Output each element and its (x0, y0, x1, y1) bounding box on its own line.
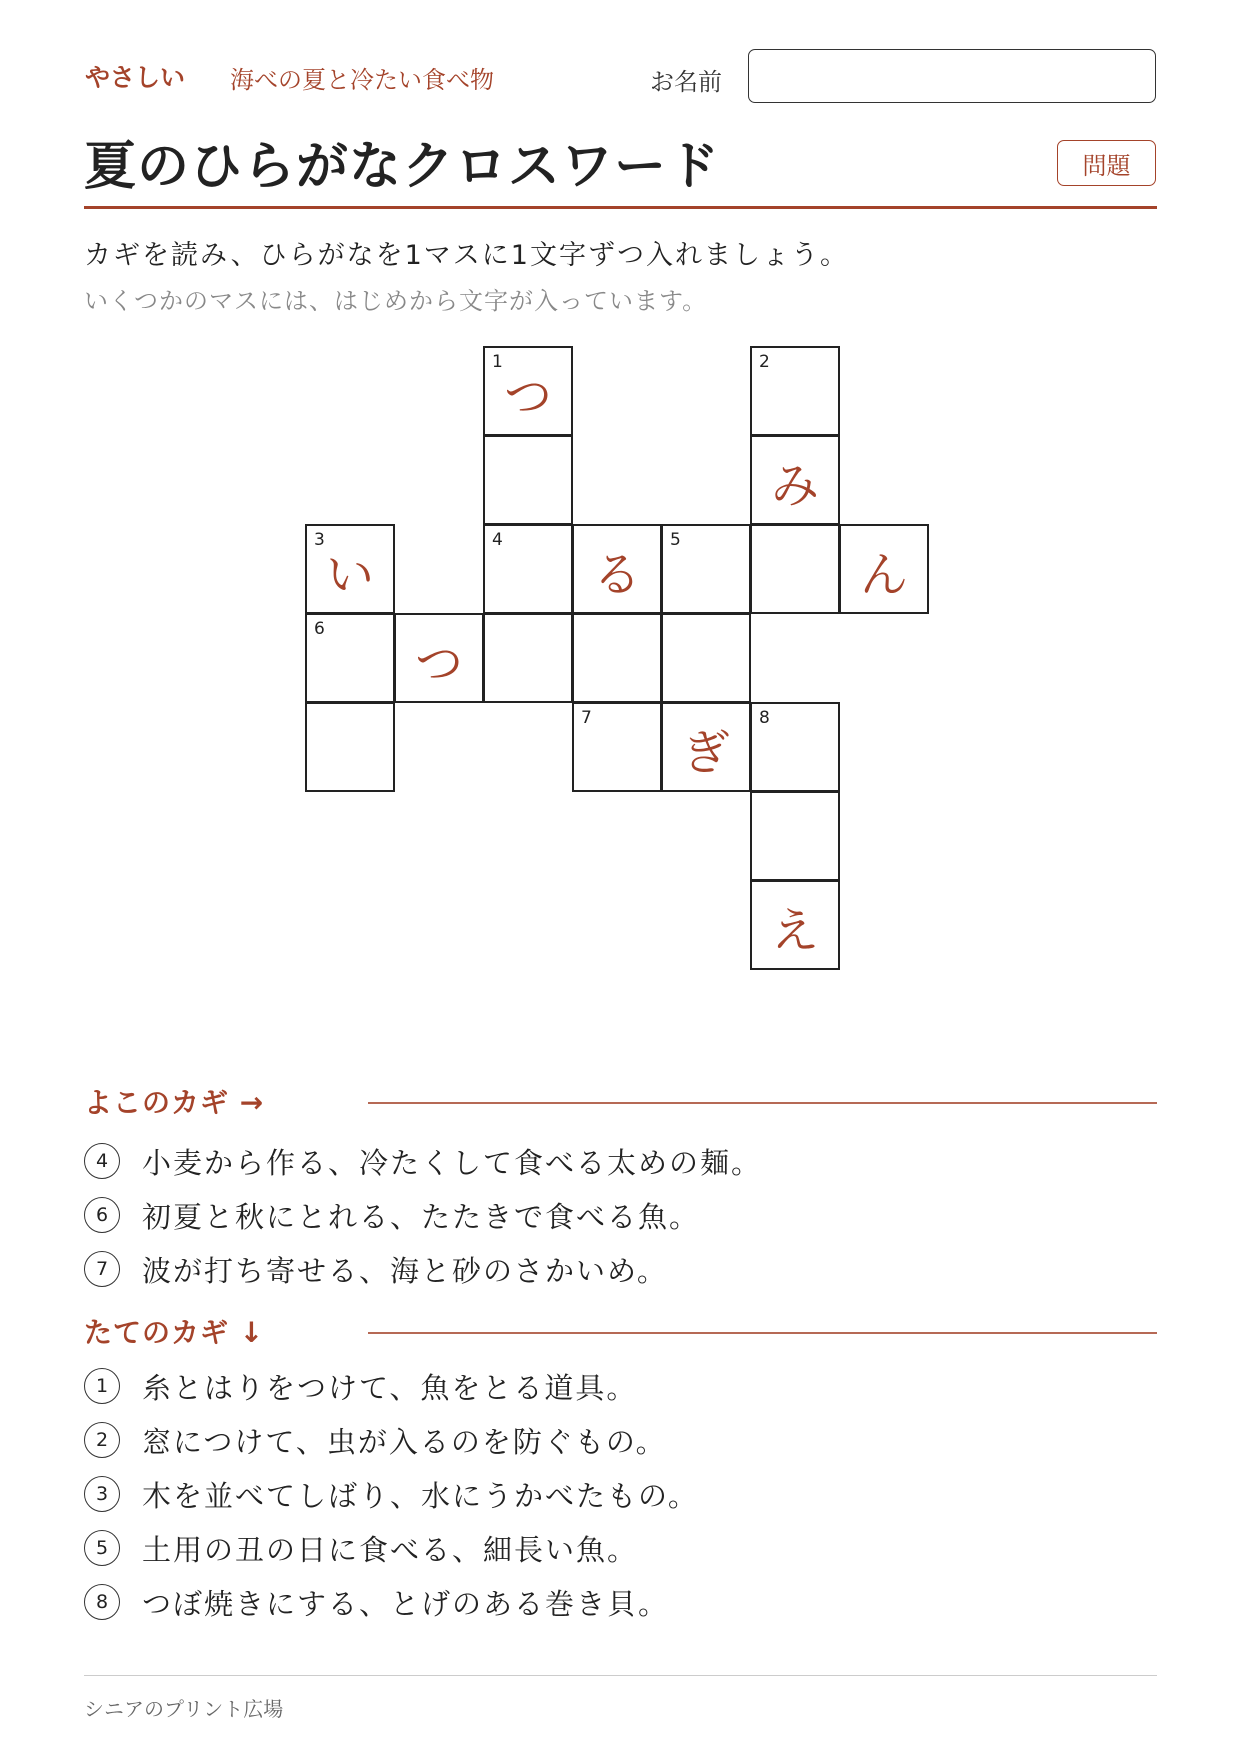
clue-across-7 (84, 1249, 668, 1289)
cell-number: 1 (492, 352, 503, 372)
clue-text: 波が打ち寄せる、海と砂のさかいめ。 (142, 1253, 668, 1288)
clue-number: 7 (84, 1251, 120, 1287)
grid-cell[interactable] (750, 791, 840, 881)
grid-cell[interactable] (661, 613, 751, 703)
grid-cell[interactable] (750, 702, 840, 792)
grid-cell[interactable] (750, 880, 840, 970)
cell-number: 5 (670, 530, 681, 550)
cell-number: 3 (314, 530, 325, 550)
prefilled-char: ん (859, 547, 908, 603)
cell-number: 6 (314, 619, 325, 639)
cell-number: 2 (759, 352, 770, 372)
prefilled-char: み (770, 458, 819, 514)
grid-cell[interactable] (483, 435, 573, 525)
footer-credit: シニアのプリント広場 (84, 1697, 284, 1721)
clue-down-1 (84, 1366, 637, 1406)
cell-number: 4 (492, 530, 503, 550)
grid-cell[interactable] (572, 613, 662, 703)
grid-cell[interactable] (572, 702, 662, 792)
clue-down-5 (84, 1528, 638, 1568)
grid-cell[interactable] (483, 524, 573, 614)
grid-cell[interactable] (305, 524, 395, 614)
grid-cell[interactable] (305, 613, 395, 703)
clue-number: 4 (84, 1143, 120, 1179)
grid-cell[interactable] (394, 613, 484, 703)
theme-subtitle: 海べの夏と冷たい食べ物 (230, 66, 494, 94)
clue-down-3 (84, 1474, 699, 1514)
clue-text: つぼ焼きにする、とげのある巻き貝。 (142, 1586, 670, 1621)
cell-number: 7 (581, 708, 592, 728)
page-title: 夏のひらがなクロスワード (84, 137, 721, 197)
down-heading: たてのカギ ↓ (84, 1316, 265, 1349)
grid-cell[interactable] (572, 524, 662, 614)
grid-cell[interactable] (750, 524, 840, 614)
clue-down-2 (84, 1420, 667, 1460)
clue-number: 3 (84, 1476, 120, 1512)
prefilled-char: い (325, 547, 374, 603)
grid-cell[interactable] (661, 524, 751, 614)
across-heading: よこのカギ → (84, 1086, 265, 1119)
prefilled-char: え (770, 903, 819, 959)
grid-cell[interactable] (483, 346, 573, 436)
problem-badge: 問題 (1057, 140, 1156, 186)
clue-across-6 (84, 1195, 700, 1235)
name-label: お名前 (650, 68, 722, 96)
clue-text: 木を並べてしばり、水にうかべたもの。 (142, 1478, 699, 1513)
clue-text: 糸とはりをつけて、魚をとる道具。 (142, 1370, 638, 1405)
clue-text: 窓につけて、虫が入るのを防ぐもの。 (142, 1424, 667, 1459)
clue-across-4 (84, 1141, 762, 1181)
cell-number: 8 (759, 708, 770, 728)
title-rule (84, 206, 1157, 209)
grid-cell[interactable] (483, 613, 573, 703)
clue-down-8 (84, 1582, 669, 1622)
clue-number: 2 (84, 1422, 120, 1458)
instruction-sub: いくつかのマスには、はじめから文字が入っています。 (84, 287, 708, 315)
clue-number: 8 (84, 1584, 120, 1620)
across-rule (368, 1102, 1157, 1104)
prefilled-char: つ (414, 636, 463, 692)
clue-text: 小麦から作る、冷たくして食べる太めの麺。 (142, 1145, 763, 1180)
grid-cell[interactable] (305, 702, 395, 792)
instruction-main: カギを読み、ひらがなを1マスに1文字ずつ入れましょう。 (84, 240, 849, 271)
difficulty-level: やさしい (85, 63, 186, 92)
clue-text: 初夏と秋にとれる、たたきで食べる魚。 (142, 1199, 701, 1234)
grid-cell[interactable] (750, 346, 840, 436)
prefilled-char: つ (503, 369, 552, 425)
clue-number: 1 (84, 1368, 120, 1404)
down-rule (368, 1332, 1157, 1334)
grid-cell[interactable] (750, 435, 840, 525)
grid-cell[interactable] (661, 702, 751, 792)
grid-cell[interactable] (839, 524, 929, 614)
prefilled-char: ぎ (681, 725, 730, 781)
name-field[interactable] (748, 49, 1156, 103)
clue-text: 土用の丑の日に食べる、細長い魚。 (142, 1532, 639, 1567)
clue-number: 5 (84, 1530, 120, 1566)
prefilled-char: る (592, 547, 641, 603)
clue-number: 6 (84, 1197, 120, 1233)
footer-rule (84, 1675, 1157, 1676)
